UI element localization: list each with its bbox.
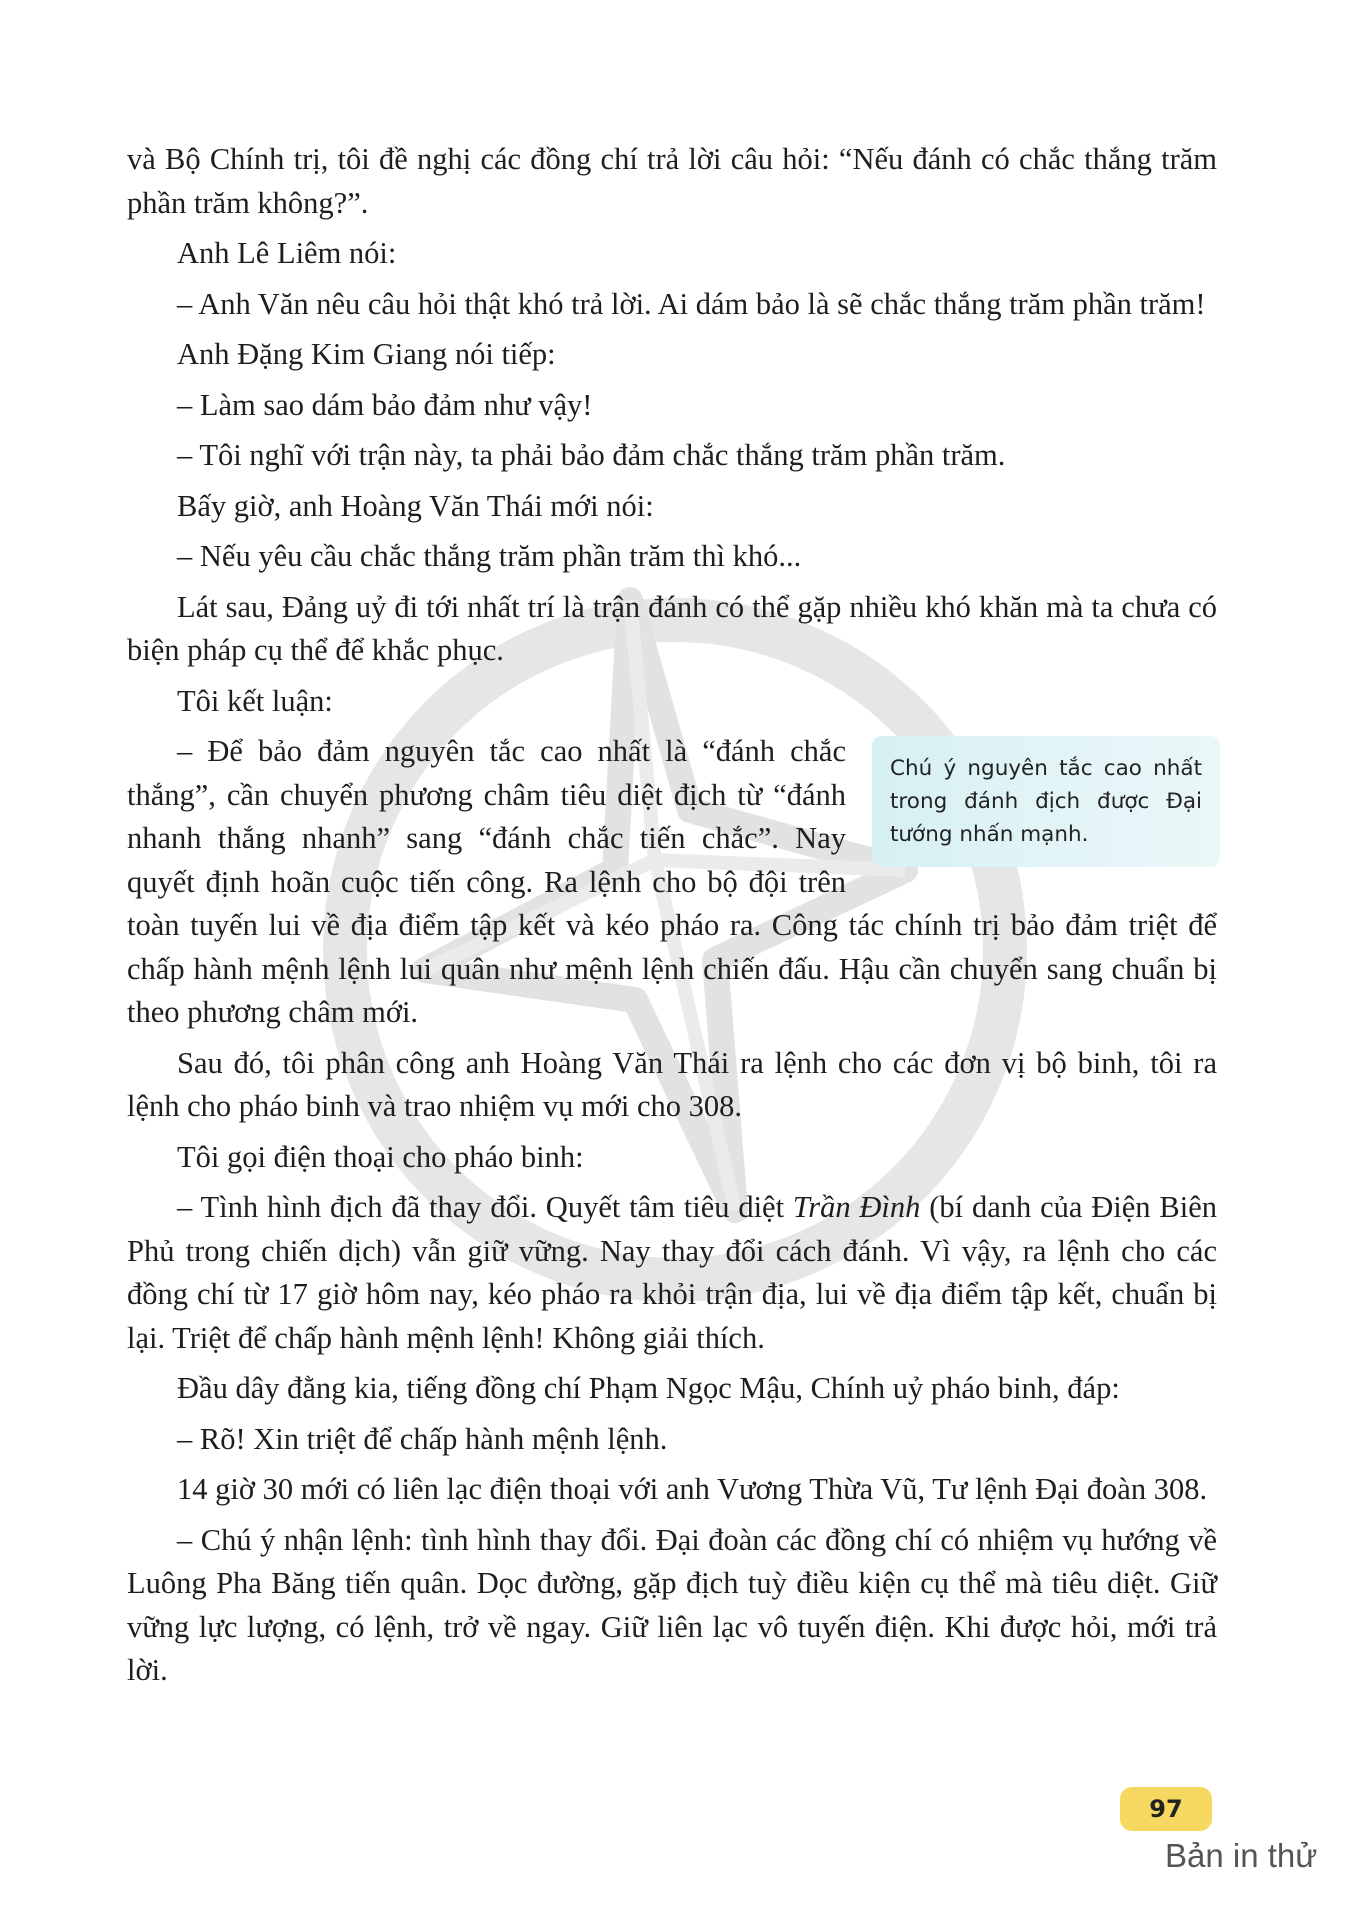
draft-label: Bản in thử bbox=[1165, 1837, 1318, 1874]
code-name-italic: Trần Đình bbox=[792, 1190, 921, 1224]
page-number-badge: 97 bbox=[1120, 1787, 1212, 1831]
paragraph: Sau đó, tôi phân công anh Hoàng Văn Thái ra lệnh cho các đơn vị bộ binh, tôi ra lệnh cho pháo binh và trao nhiệm vụ mới cho 308. bbox=[127, 1045, 1217, 1123]
phone-order-paragraph bbox=[127, 1186, 1217, 1360]
paragraph: – Anh Văn nêu câu hỏi thật khó trả lời. Ai dám bảo là sẽ chắc thắng trăm phần trăm! bbox=[177, 286, 1206, 321]
paragraph: – Tôi nghĩ với trận này, ta phải bảo đảm chắc thắng trăm phần trăm. bbox=[177, 438, 1006, 472]
paragraph: – Rõ! Xin triệt để chấp hành mệnh lệnh. bbox=[177, 1421, 668, 1456]
paragraph: Anh Lê Liêm nói: bbox=[177, 236, 397, 270]
paragraph: Lát sau, Đảng uỷ đi tới nhất trí là trận đánh có thể gặp nhiều khó khăn mà ta chưa có biện pháp cụ thể để khắc phục. bbox=[127, 589, 1217, 667]
paragraph: Bấy giờ, anh Hoàng Văn Thái mới nói: bbox=[177, 488, 654, 523]
phone-order-text: (bí danh của Điện Biên Phủ trong chiến dịch) vẫn giữ vững. Nay thay đổi cách đánh. Vì vậy, ra lệnh cho các đồng chí từ 17 giờ hôm nay, kéo pháo ra khỏi trận địa, lui về địa điểm tập kết, chuẩn bị lại. Triệt để chấp hành mệnh lệnh! Không giải thích. bbox=[127, 1190, 1218, 1355]
paragraph: Đầu dây đằng kia, tiếng đồng chí Phạm Ngọc Mậu, Chính uỷ pháo binh, đáp: bbox=[177, 1371, 1120, 1405]
paragraph: Tôi gọi điện thoại cho pháo binh: bbox=[177, 1139, 584, 1174]
paragraph: – Nếu yêu cầu chắc thắng trăm phần trăm thì khó... bbox=[177, 539, 802, 573]
phone-order-text: – Tình hình địch đã thay đổi. Quyết tâm tiêu diệt bbox=[177, 1190, 793, 1224]
paragraph: – Để bảo đảm nguyên tắc cao nhất là “đánh chắc thắng”, cần chuyển phương châm tiêu diệt địch từ “đánh nhanh thắng nhanh” sang “đánh chắc tiến chắc”. Nay quyết định hoãn cuộc tiến công. Ra lệnh cho bộ đội trên toàn tuyến lui về địa điểm tập kết và kéo pháo ra. Công tác chính trị bảo đảm triệt để chấp hành mệnh lệnh lui quân như mệnh lệnh chiến đấu. Hậu cần chuyển sang chuẩn bị theo phương châm mới. bbox=[127, 734, 1217, 1029]
paragraph: Anh Đặng Kim Giang nói tiếp: bbox=[177, 337, 556, 371]
paragraph: Tôi kết luận: bbox=[177, 683, 333, 718]
paragraph: – Làm sao dám bảo đảm như vậy! bbox=[177, 387, 593, 422]
sidenote-box: Chú ý nguyên tắc cao nhất trong đánh địch được Đại tướng nhấn mạnh. bbox=[872, 736, 1220, 867]
paragraph: và Bộ Chính trị, tôi đề nghị các đồng chí trả lời câu hỏi: “Nếu đánh có chắc thắng trăm phần trăm không?”. bbox=[127, 142, 1217, 220]
page-body bbox=[127, 138, 1217, 1700]
paragraph: – Chú ý nhận lệnh: tình hình thay đổi. Đại đoàn các đồng chí có nhiệm vụ hướng về Luông Pha Băng tiến quân. Dọc đường, gặp địch tuỳ điều kiện cụ thể mà tiêu diệt. Giữ vững lực lượng, có lệnh, trở về ngay. Giữ liên lạc vô tuyến điện. Khi được hỏi, mới trả lời. bbox=[127, 1522, 1217, 1687]
paragraph: 14 giờ 30 mới có liên lạc điện thoại với anh Vương Thừa Vũ, Tư lệnh Đại đoàn 308. bbox=[177, 1472, 1208, 1506]
